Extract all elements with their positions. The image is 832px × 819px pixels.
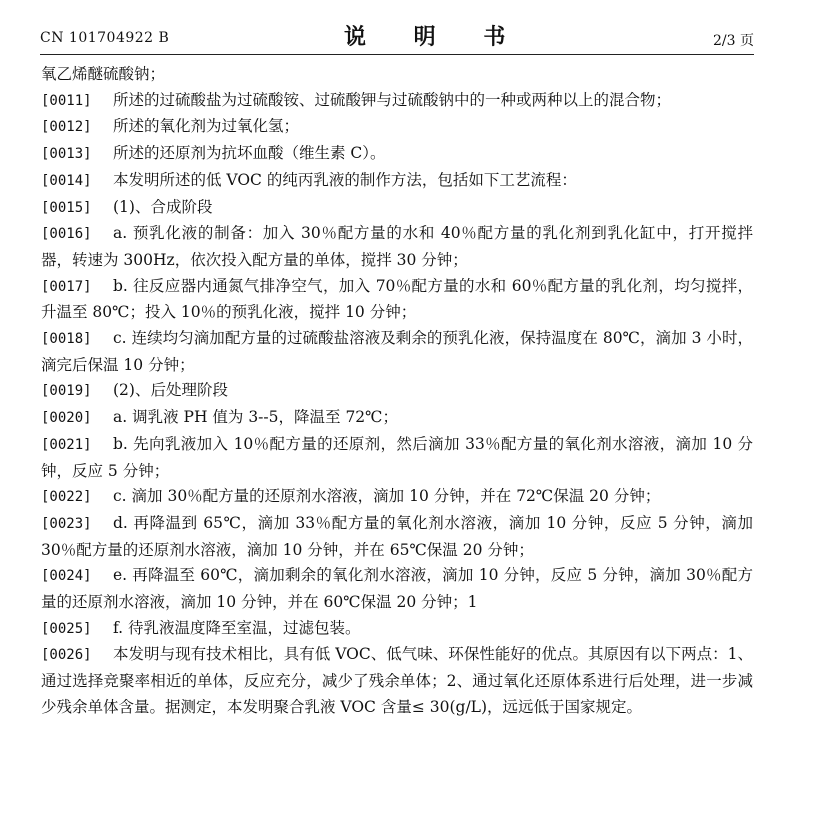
paragraph-text: f. 待乳液温度降至室温，过滤包装。 <box>113 618 361 637</box>
paragraph-number: [0025] <box>41 620 92 637</box>
paragraph-text: d. 再降温到 65℃，滴加 33％配方量的氧化剂水溶液，滴加 10 分钟，反应 5 分钟，滴加 30％配方量的还原剂水溶液，滴加 10 分钟，并在 65℃保温 20 分钟； <box>41 513 753 559</box>
paragraph-text: 本发明所述的低 VOC 的纯丙乳液的制作方法，包括如下工艺流程： <box>113 170 577 189</box>
page-header <box>40 14 754 54</box>
paragraph-0017 <box>41 274 753 326</box>
paragraph-text: a. 预乳化液的制备：加入 30％配方量的水和 40％配方量的乳化剂到乳化缸中，打开搅拌器，转速为 300Hz，依次投入配方量的单体，搅拌 30 分钟； <box>41 224 753 269</box>
paragraph-number: [0011] <box>41 92 92 109</box>
publication-number: CN 101704922 B <box>40 30 170 46</box>
header-rule <box>40 54 754 55</box>
paragraph-number: [0023] <box>41 515 92 532</box>
paragraph-number: [0017] <box>41 278 92 295</box>
paragraph-0021 <box>41 432 753 484</box>
paragraph-number: [0019] <box>41 383 92 400</box>
document-title: 说 明 书 <box>344 24 526 50</box>
paragraph-text: b. 往反应器内通氮气排净空气，加入 70％配方量的水和 60％配方量的乳化剂，均匀搅拌，升温至 80℃；投入 10％的预乳化液，搅拌 10 分钟； <box>41 276 753 322</box>
paragraph-text: (2)、后处理阶段 <box>113 381 228 400</box>
paragraph-number: [0026] <box>41 647 92 664</box>
paragraph-text: 所述的氧化剂为过氧化氢； <box>113 117 300 136</box>
lead-text: 氧乙烯醚硫酸钠； <box>41 65 166 83</box>
paragraph-0019 <box>41 378 753 405</box>
paragraph-0018 <box>41 326 753 378</box>
paragraph-text: c. 滴加 30％配方量的还原剂水溶液，滴加 10 分钟，并在 72℃保温 20 分钟； <box>113 487 661 506</box>
paragraph-0023 <box>41 511 753 563</box>
paragraph-0012 <box>41 114 753 141</box>
paragraph-number: [0018] <box>41 331 92 348</box>
paragraph-text: a. 调乳液 PH 值为 3--5，降温至 72℃； <box>113 408 399 427</box>
paragraph-text: (1)、合成阶段 <box>113 197 213 216</box>
document-body <box>41 62 753 721</box>
paragraph-text: 所述的过硫酸盐为过硫酸铵、过硫酸钾与过硫酸钠中的一种或两种以上的混合物； <box>113 90 672 109</box>
paragraph-text: e. 再降温至 60℃，滴加剩余的氧化剂水溶液，滴加 10 分钟，反应 5 分钟，滴加 30％配方量的还原剂水溶液，滴加 10 分钟，并在 60℃保温 20 分钟；1 <box>41 566 753 612</box>
paragraph-0013 <box>41 141 753 168</box>
paragraph-0024 <box>41 563 753 615</box>
paragraph-number: [0016] <box>41 226 92 243</box>
paragraph-number: [0012] <box>41 119 92 136</box>
paragraph-0015 <box>41 195 753 222</box>
paragraph-0025 <box>41 616 753 643</box>
paragraph-number: [0021] <box>41 436 92 453</box>
paragraph-text: c. 连续均匀滴加配方量的过硫酸盐溶液及剩余的预乳化液，保持温度在 80℃，滴加 3 小时，滴完后保温 10 分钟； <box>41 329 753 374</box>
paragraph-0020 <box>41 405 753 432</box>
paragraph-0026 <box>41 642 753 720</box>
paragraph-number: [0013] <box>41 146 92 163</box>
paragraph-0011 <box>41 88 753 115</box>
paragraph-0016 <box>41 221 753 273</box>
paragraph-number: [0014] <box>41 172 92 189</box>
page-number: 2/3 页 <box>713 33 754 49</box>
paragraph-number: [0015] <box>41 199 92 216</box>
paragraph-0022 <box>41 484 753 511</box>
paragraph-number: [0020] <box>41 410 92 427</box>
paragraph-number: [0022] <box>41 489 92 506</box>
paragraph-number: [0024] <box>41 568 92 585</box>
paragraph-text: b. 先向乳液加入 10％配方量的还原剂，然后滴加 33％配方量的氧化剂水溶液，滴加 10 分钟，反应 5 分钟； <box>41 434 753 480</box>
paragraph-text: 本发明与现有技术相比，具有低 VOC、低气味、环保性能好的优点。其原因有以下两点：1、通过选择竞聚率相近的单体，反应充分，减少了残余单体；2、通过氧化还原体系进行后处理，进一步减少残余单体含量。据测定，本发明聚合乳液 VOC 含量≤ 30(g/L)，远远低于国家规定。 <box>41 645 753 716</box>
paragraph-0014 <box>41 168 753 195</box>
paragraph-text: 所述的还原剂为抗坏血酸（维生素 C）。 <box>113 144 386 163</box>
